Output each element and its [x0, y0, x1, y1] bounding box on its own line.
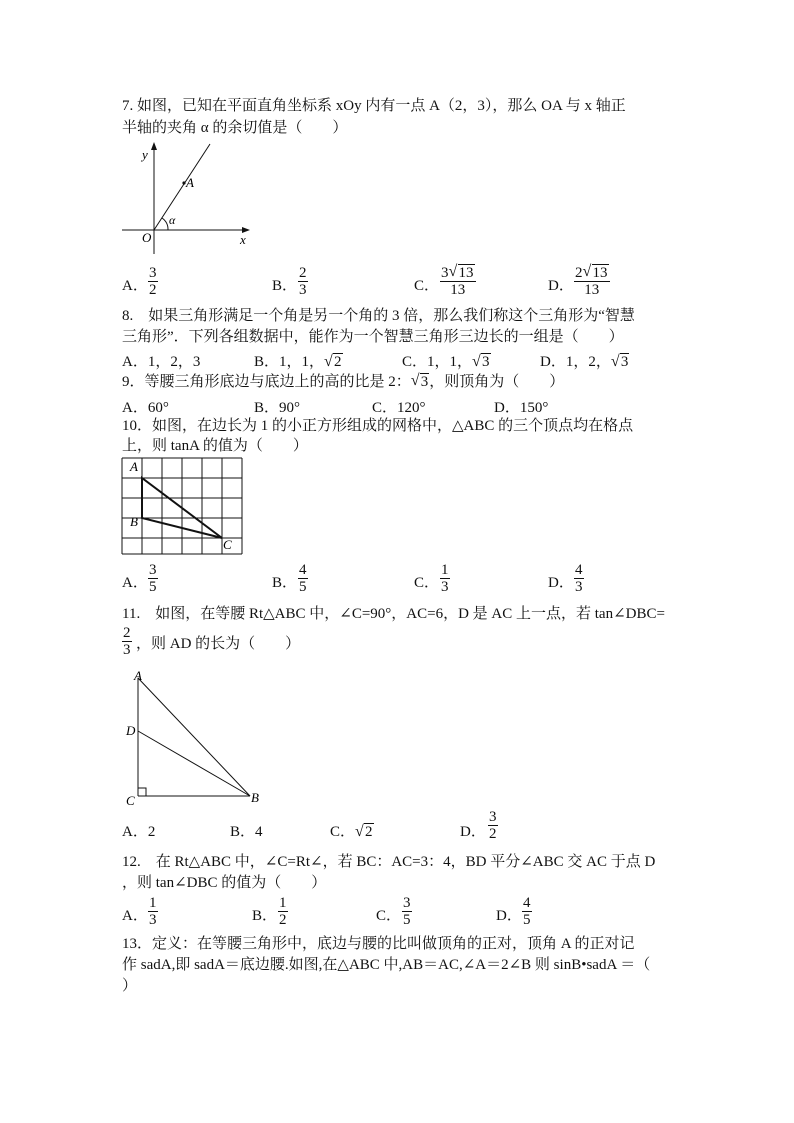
- q7-opt-d-label: D．: [548, 278, 574, 294]
- q7-opt-b-label: B．: [272, 278, 298, 294]
- q12-opt-b-label: B．: [252, 908, 278, 924]
- q11-frac: $\frac{2}{3}$: [123, 625, 131, 658]
- q12-opt-c-label: C．: [376, 908, 402, 924]
- q12-opt-a-label: A．: [122, 908, 148, 924]
- q10-a-label: A: [130, 459, 138, 474]
- q10-line1: 10．如图，在边长为 1 的小正方形组成的网格中，△ABC 的三个顶点均在格点: [122, 418, 634, 434]
- q7-opt-b-frac: $\frac{2}{3}$: [299, 265, 307, 298]
- q10-opt-d-label: D．: [548, 575, 574, 591]
- q10-opt-c-frac: $\frac{1}{3}$: [441, 562, 449, 595]
- q7-line1: 7. 如图，已知在平面直角坐标系 xOy 内有一点 A（2，3），那么 OA 与 x 轴正: [122, 98, 626, 114]
- q9-stem: 9．等腰三角形底边与底边上的高的比是 2：√ 3，则顶角为（ ）: [122, 372, 564, 392]
- q12-line1: 12. 在 Rt△ABC 中，∠C=Rt∠，若 BC：AC=3：4，BD 平分∠ABC 交 AC 于点 D: [122, 854, 656, 870]
- q11-line1: 11. 如图，在等腰 Rt△ABC 中，∠C=90°，AC=6，D 是 AC 上一点，若 tan∠DBC=: [122, 606, 665, 622]
- q7-opt-a-frac: $\frac{3}{2}$: [149, 265, 157, 298]
- q10-b-label: B: [130, 514, 138, 529]
- q11-figure: [120, 668, 270, 812]
- q10-opt-b-frac: $\frac{4}{5}$: [299, 562, 307, 595]
- q13-line2: 作 sadA,即 sadA＝底边腰.如图,在△ABC 中,AB＝AC,∠A＝2∠B 则 sinB•sadA ＝（: [122, 957, 651, 973]
- q7-y-label: y: [142, 147, 148, 162]
- q8-line2: 三角形”．下列各组数据中，能作为一个智慧三角形三边长的一组是（ ）: [122, 329, 624, 345]
- q11-opt-c: C．√ 2: [330, 820, 374, 841]
- q7-figure: [118, 140, 258, 260]
- q7-line2: 半轴的夹角 α 的余切值是（ ）: [122, 120, 348, 136]
- q11-d-label: D: [126, 723, 136, 738]
- q9-opt-a: A．60°: [122, 400, 169, 416]
- q10-opt-a-label: A．: [122, 575, 148, 591]
- q7-opt-a-label: A．: [122, 278, 148, 294]
- q11-opt-b: B．4: [230, 824, 263, 840]
- q11-line2: ，则 AD 的长为（ ）: [136, 636, 301, 652]
- q11-c-label: C: [126, 793, 135, 808]
- q12-opt-c-frac: $\frac{3}{5}$: [403, 895, 411, 928]
- q8-opt-a: A．1，2，3: [122, 354, 201, 370]
- q12-opt-d-label: D．: [496, 908, 522, 924]
- q10-grid-figure: [118, 454, 248, 558]
- q11-opt-d-label: D．: [460, 824, 486, 840]
- q7-alpha-label: α: [169, 213, 176, 227]
- q12-line2: ，则 tan∠DBC 的值为（ ）: [122, 875, 327, 891]
- q10-opt-a-frac: $\frac{3}{5}$: [149, 562, 157, 595]
- q12-opt-d-frac: $\frac{4}{5}$: [523, 895, 531, 928]
- q10-opt-c-label: C．: [414, 575, 440, 591]
- q10-opt-b-label: B．: [272, 575, 298, 591]
- q10-opt-d-frac: $\frac{4}{3}$: [575, 562, 583, 595]
- q11-b-label: B: [251, 790, 259, 805]
- q8-line1: 8. 如果三角形满足一个角是另一个角的 3 倍，那么我们称这个三角形为“智慧: [122, 308, 635, 324]
- q11-a-label: A: [134, 668, 142, 683]
- q11-right-angle-mark: [138, 788, 146, 796]
- q9-opt-c: C．120°: [372, 400, 426, 416]
- q13-line1: 13．定义：在等腰三角形中，底边与腰的比叫做顶角的正对，顶角 A 的正对记: [122, 936, 635, 952]
- q10-c-label: C: [223, 537, 232, 552]
- q12-opt-b-frac: $\frac{1}{2}$: [279, 895, 287, 928]
- q7-opt-c-label: C．: [414, 278, 440, 294]
- q13-line3: ）: [122, 978, 138, 994]
- q9-opt-b: B．90°: [254, 400, 301, 416]
- q8-opt-d: D．1，2，√ 3: [540, 350, 629, 371]
- q12-opt-a-frac: $\frac{1}{3}$: [149, 895, 157, 928]
- q8-opt-c: C．1，1，√ 3: [402, 350, 491, 371]
- q9-opt-d: D．150°: [494, 400, 549, 416]
- q7-o-label: O: [142, 230, 152, 245]
- q7-opt-d-frac: $\frac{2√ 13}{13}$: [574, 265, 610, 298]
- q7-x-label: x: [240, 232, 246, 247]
- q7-a-label: A: [186, 175, 194, 190]
- q11-opt-d-frac: $\frac{3}{2}$: [489, 809, 497, 842]
- q7-opt-c-frac: $\frac{3√ 13}{13}$: [440, 265, 476, 298]
- q10-line2: 上，则 tanA 的值为（ ）: [122, 438, 308, 454]
- q8-opt-b: B．1，1，√ 2: [254, 350, 343, 371]
- q11-opt-a: A．2: [122, 824, 156, 840]
